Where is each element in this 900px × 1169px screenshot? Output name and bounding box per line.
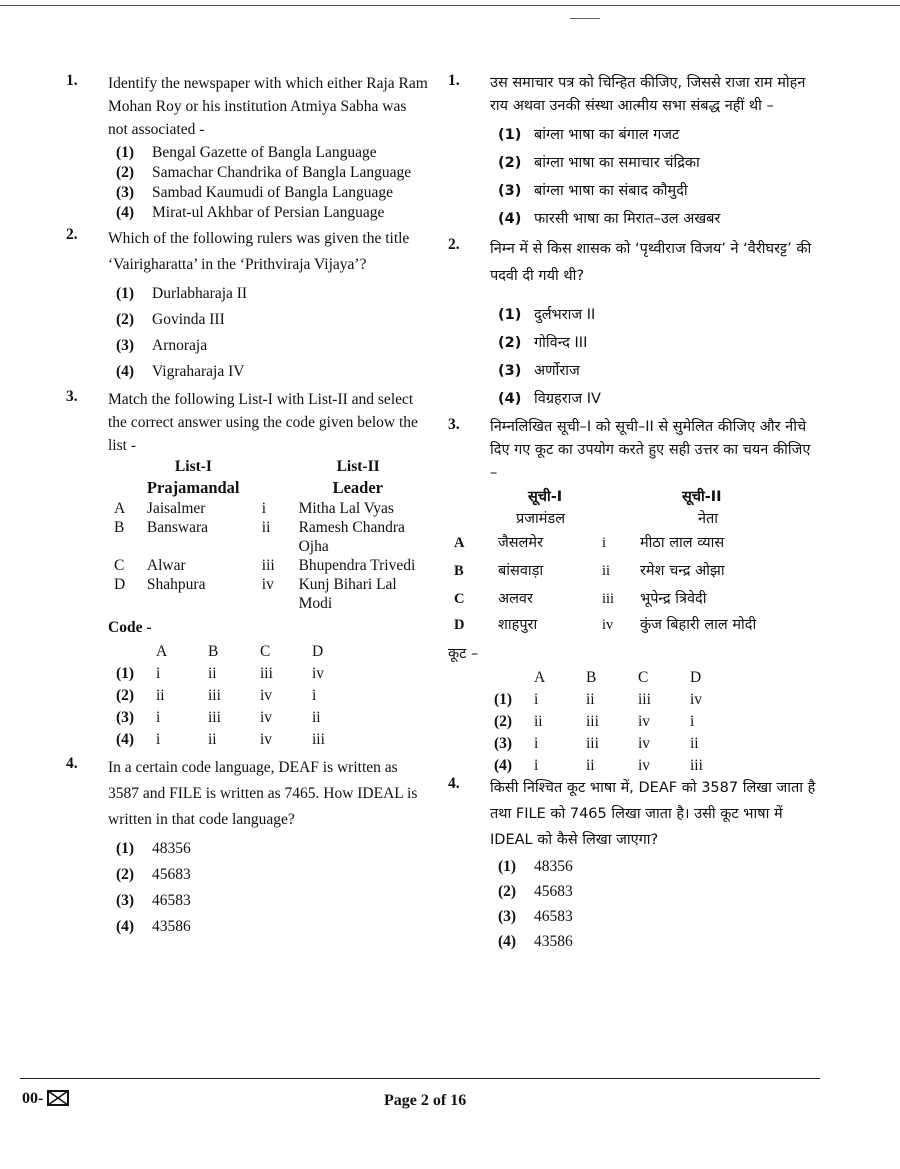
question-text: किसी निश्चित कूट भाषा में, DEAF को 3587 लिखा जाता है तथा FILE को 7465 लिखा जाता है। उसी कूट भाषा में IDEAL को कैसे लिखा जाएगा? <box>490 780 816 848</box>
question-text: In a certain code language, DEAF is written as 3587 and FILE is written as 7465. How IDEAL is written in that code language? <box>108 759 418 828</box>
code-cell: iv <box>690 691 703 708</box>
option-1[interactable] <box>498 856 818 878</box>
question-number: 2. <box>66 226 78 243</box>
table-row <box>452 613 792 637</box>
question-2-en <box>66 226 428 382</box>
option-1[interactable] <box>116 283 428 304</box>
option-2[interactable] <box>116 309 428 330</box>
row-key: D <box>454 617 465 633</box>
page-number: Page 2 of 16 <box>384 1092 467 1109</box>
list1-subheading: प्रजामंडल <box>516 511 566 527</box>
code-cell: iii <box>312 731 325 748</box>
code-cell: iv <box>638 713 651 730</box>
code-cell: iii <box>638 691 651 708</box>
option-text: Arnoraja <box>152 337 208 354</box>
option-text: 48356 <box>534 858 573 875</box>
code-cell: iv <box>312 665 325 682</box>
option-text: 46583 <box>534 908 573 925</box>
row-key: D <box>114 576 126 593</box>
code-cell: ii <box>586 691 595 708</box>
question-number: 3. <box>448 416 460 433</box>
question-2-hi <box>448 236 818 410</box>
option-number: (3) <box>498 363 522 379</box>
option-number: (3) <box>116 709 135 726</box>
row-roman: i <box>602 535 607 551</box>
question-3-en <box>66 388 428 751</box>
list1-heading: सूची-I <box>528 489 563 505</box>
code-cell: i <box>690 713 695 730</box>
options <box>116 143 428 222</box>
question-4-hi <box>448 775 818 953</box>
option-number: (1) <box>116 840 135 857</box>
match-table <box>452 485 792 637</box>
row-roman: iii <box>602 591 615 607</box>
list2-item: Mitha Lal Vyas <box>298 500 394 517</box>
code-option-4[interactable] <box>494 755 742 777</box>
options <box>498 856 818 953</box>
row-key: B <box>114 519 125 536</box>
option-2[interactable] <box>116 163 428 182</box>
top-mark <box>570 18 600 19</box>
code-cell: iv <box>638 757 651 774</box>
option-text: Bengal Gazette of Bangla Language <box>152 144 377 161</box>
option-number: (4) <box>498 211 522 227</box>
code-cell: ii <box>534 713 543 730</box>
option-text: 48356 <box>152 840 191 857</box>
code-cell: iv <box>260 687 273 704</box>
code-cell: ii <box>690 735 699 752</box>
option-number: (4) <box>116 204 135 221</box>
code-option-1[interactable] <box>494 689 742 711</box>
option-text: 45683 <box>152 866 191 883</box>
row-key: C <box>114 557 125 574</box>
row-roman: i <box>261 500 267 517</box>
question-text: निम्नलिखित सूची–I को सूची–II से सुमेलित कीजिए और नीचे दिए गए कूट का उपयोग करते हुए सही उत्तर का चयन कीजिए – <box>490 419 811 481</box>
question-number: 4. <box>66 755 78 772</box>
list1-item: Banswara <box>146 519 209 536</box>
list2-item: Bhupendra Trivedi <box>298 557 416 574</box>
row-roman: iii <box>261 557 275 574</box>
footer-code <box>22 1090 69 1111</box>
code-option-1[interactable] <box>116 663 364 685</box>
option-number: (1) <box>116 285 135 302</box>
code-cell: ii <box>208 665 217 682</box>
table-row <box>112 556 428 575</box>
option-text: Govinda III <box>152 311 225 328</box>
option-number: (4) <box>498 933 517 950</box>
list2-item: मीठा लाल व्यास <box>640 535 725 551</box>
option-2[interactable] <box>498 332 818 354</box>
question-number: 3. <box>66 388 78 405</box>
table-row <box>452 557 792 585</box>
row-roman: ii <box>602 563 611 579</box>
option-number: (2) <box>494 713 513 730</box>
option-number: (3) <box>116 184 135 201</box>
row-key: A <box>114 500 126 517</box>
option-1[interactable] <box>498 304 818 326</box>
option-text: गोविन्द III <box>534 335 588 351</box>
question-text: Match the following List-I with List-II and select the correct answer using the code given below the list - <box>108 391 418 454</box>
option-3[interactable] <box>498 906 818 928</box>
option-3[interactable] <box>498 180 818 202</box>
list1-item: Alwar <box>146 557 186 574</box>
option-number: (1) <box>498 127 522 143</box>
code-cell: ii <box>586 757 595 774</box>
row-roman: iv <box>602 617 614 633</box>
list1-item: अलवर <box>498 591 533 607</box>
question-4-en <box>66 755 428 937</box>
list1-item: Shahpura <box>146 576 206 593</box>
code-head: A <box>156 643 168 660</box>
option-3[interactable] <box>498 360 818 382</box>
code-head: C <box>638 669 649 686</box>
option-1[interactable] <box>116 838 428 859</box>
code-cell: iii <box>586 735 599 752</box>
table-row <box>112 518 428 556</box>
list2-item: Kunj Bihari Lal Modi <box>298 576 397 612</box>
code-option-3[interactable] <box>116 707 364 729</box>
option-text: Samachar Chandrika of Bangla Language <box>152 164 412 181</box>
row-roman: iv <box>261 576 274 593</box>
option-4[interactable] <box>116 916 428 937</box>
code-option-2[interactable] <box>116 685 364 707</box>
option-4[interactable] <box>116 361 428 382</box>
code-cell: i <box>156 709 161 726</box>
hindi-column <box>448 72 818 956</box>
code-cell: ii <box>208 731 217 748</box>
option-text: 46583 <box>152 892 191 909</box>
option-number: (3) <box>116 337 135 354</box>
option-text: Mirat-ul Akhbar of Persian Language <box>152 204 385 221</box>
code-cell: iii <box>586 713 599 730</box>
option-text: 43586 <box>534 933 573 950</box>
option-number: (2) <box>498 335 522 351</box>
option-3[interactable] <box>116 890 428 911</box>
code-head: B <box>208 643 219 660</box>
match-table <box>112 457 428 613</box>
code-option-3[interactable] <box>494 733 742 755</box>
option-number: (2) <box>116 164 135 181</box>
code-option-4[interactable] <box>116 729 364 751</box>
question-text: निम्न में से किस शासक को ‘पृथ्वीराज विजय’ ने ‘वैरीघरट्ट’ की पदवी दी गयी थी? <box>490 241 812 284</box>
question-number: 1. <box>448 72 460 89</box>
option-number: (2) <box>498 883 517 900</box>
option-text: फारसी भाषा का मिरात–उल अखबर <box>534 211 721 227</box>
code-table <box>494 667 742 777</box>
option-text: बांग्ला भाषा का समाचार चंद्रिका <box>534 155 700 171</box>
option-number: (2) <box>116 311 135 328</box>
code-cell: ii <box>156 687 165 704</box>
code-head: A <box>534 669 546 686</box>
row-roman: ii <box>261 519 271 536</box>
options <box>116 283 428 382</box>
code-option-2[interactable] <box>494 711 742 733</box>
code-cell: iii <box>208 709 221 726</box>
option-text: विग्रहराज IV <box>534 391 601 407</box>
option-2[interactable] <box>116 864 428 885</box>
row-key: B <box>454 563 464 579</box>
option-3[interactable] <box>116 335 428 356</box>
code-cell: ii <box>312 709 321 726</box>
list1-heading: List-I <box>174 458 212 475</box>
code-label: कूट – <box>448 646 479 662</box>
list2-heading: सूची-II <box>682 489 722 505</box>
option-2[interactable] <box>498 152 818 174</box>
list1-item: जैसलमेर <box>498 535 543 551</box>
option-3[interactable] <box>116 183 428 202</box>
list1-item: Jaisalmer <box>146 500 206 517</box>
question-text: Identify the newspaper with which either Raja Ram Mohan Roy or his institution Atmiya Sabha was not associated - <box>108 75 428 138</box>
list2-subheading: Leader <box>332 478 383 497</box>
option-number: (1) <box>498 307 522 323</box>
option-text: बांग्ला भाषा का बंगाल गजट <box>534 127 680 143</box>
option-number: (1) <box>116 665 135 682</box>
option-text: दुर्लभराज II <box>534 307 596 323</box>
option-number: (1) <box>494 691 513 708</box>
list2-item: कुंज बिहारी लाल मोदी <box>640 617 757 633</box>
paper-code: 00- <box>22 1090 44 1107</box>
list2-subheading: नेता <box>698 511 719 527</box>
code-head: D <box>690 669 702 686</box>
list2-item: रमेश चन्द्र ओझा <box>640 563 725 579</box>
option-number: (1) <box>498 858 517 875</box>
question-1-en <box>66 72 428 222</box>
list1-subheading: Prajamandal <box>146 478 240 497</box>
table-row <box>452 529 792 557</box>
row-key: C <box>454 591 465 607</box>
code-cell: iv <box>260 731 273 748</box>
option-number: (2) <box>498 155 522 171</box>
option-number: (4) <box>498 391 522 407</box>
option-number: (3) <box>494 735 513 752</box>
question-number: 1. <box>66 72 78 89</box>
question-text: उस समाचार पत्र को चिन्हित कीजिए, जिससे राजा राम मोहन राय अथवा उनकी संस्था आत्मीय सभा संबद्ध नहीं थी – <box>490 75 806 114</box>
table-row <box>452 585 792 613</box>
row-key: A <box>454 535 465 551</box>
list2-heading: List-II <box>336 458 380 475</box>
code-cell: iv <box>260 709 273 726</box>
option-number: (3) <box>116 892 135 909</box>
option-1[interactable] <box>498 124 818 146</box>
code-cell: i <box>156 665 161 682</box>
code-cell: iii <box>260 665 273 682</box>
table-row <box>112 575 428 613</box>
option-4[interactable] <box>498 208 818 230</box>
code-cell: i <box>156 731 161 748</box>
top-rule <box>0 5 900 6</box>
list1-item: शाहपुरा <box>498 617 538 633</box>
option-2[interactable] <box>498 881 818 903</box>
options <box>498 124 818 230</box>
mail-icon <box>47 1090 69 1111</box>
question-3-hi <box>448 416 818 777</box>
code-cell: iii <box>208 687 221 704</box>
code-cell: iv <box>638 735 651 752</box>
code-cell: i <box>312 687 317 704</box>
option-text: Durlabharaja II <box>152 285 248 302</box>
option-number: (3) <box>498 908 517 925</box>
option-number: (2) <box>116 687 135 704</box>
table-row <box>112 499 428 518</box>
option-4[interactable] <box>498 931 818 953</box>
option-4[interactable] <box>116 203 428 222</box>
option-1[interactable] <box>116 143 428 162</box>
question-number: 4. <box>448 775 460 792</box>
option-text: अर्णोराज <box>534 363 580 379</box>
footer-rule <box>20 1078 820 1079</box>
question-text: Which of the following rulers was given the title ‘Vairigharatta’ in the ‘Prithviraja Vijaya’? <box>108 230 410 273</box>
option-number: (4) <box>494 757 513 774</box>
option-4[interactable] <box>498 388 818 410</box>
code-label: Code - <box>108 619 152 636</box>
code-cell: i <box>534 735 539 752</box>
option-text: Vigraharaja IV <box>152 363 245 380</box>
options <box>116 838 428 937</box>
question-number: 2. <box>448 236 460 253</box>
code-table <box>116 641 364 751</box>
option-text: 45683 <box>534 883 573 900</box>
option-text: Sambad Kaumudi of Bangla Language <box>152 184 394 201</box>
option-text: 43586 <box>152 918 191 935</box>
options <box>498 304 818 410</box>
option-number: (4) <box>116 918 135 935</box>
code-head: B <box>586 669 597 686</box>
english-column <box>66 72 428 942</box>
option-number: (4) <box>116 363 135 380</box>
code-head: C <box>260 643 271 660</box>
question-1-hi <box>448 72 818 230</box>
code-cell: i <box>534 691 539 708</box>
option-number: (1) <box>116 144 135 161</box>
code-cell: iii <box>690 757 703 774</box>
option-number: (4) <box>116 731 135 748</box>
code-cell: i <box>534 757 539 774</box>
option-number: (2) <box>116 866 135 883</box>
option-number: (3) <box>498 183 522 199</box>
list2-item: भूपेन्द्र त्रिवेदी <box>640 591 707 607</box>
list1-item: बांसवाड़ा <box>498 563 544 579</box>
code-head: D <box>312 643 324 660</box>
list2-item: Ramesh Chandra Ojha <box>298 519 405 555</box>
option-text: बांग्ला भाषा का संबाद कौमुदी <box>534 183 688 199</box>
